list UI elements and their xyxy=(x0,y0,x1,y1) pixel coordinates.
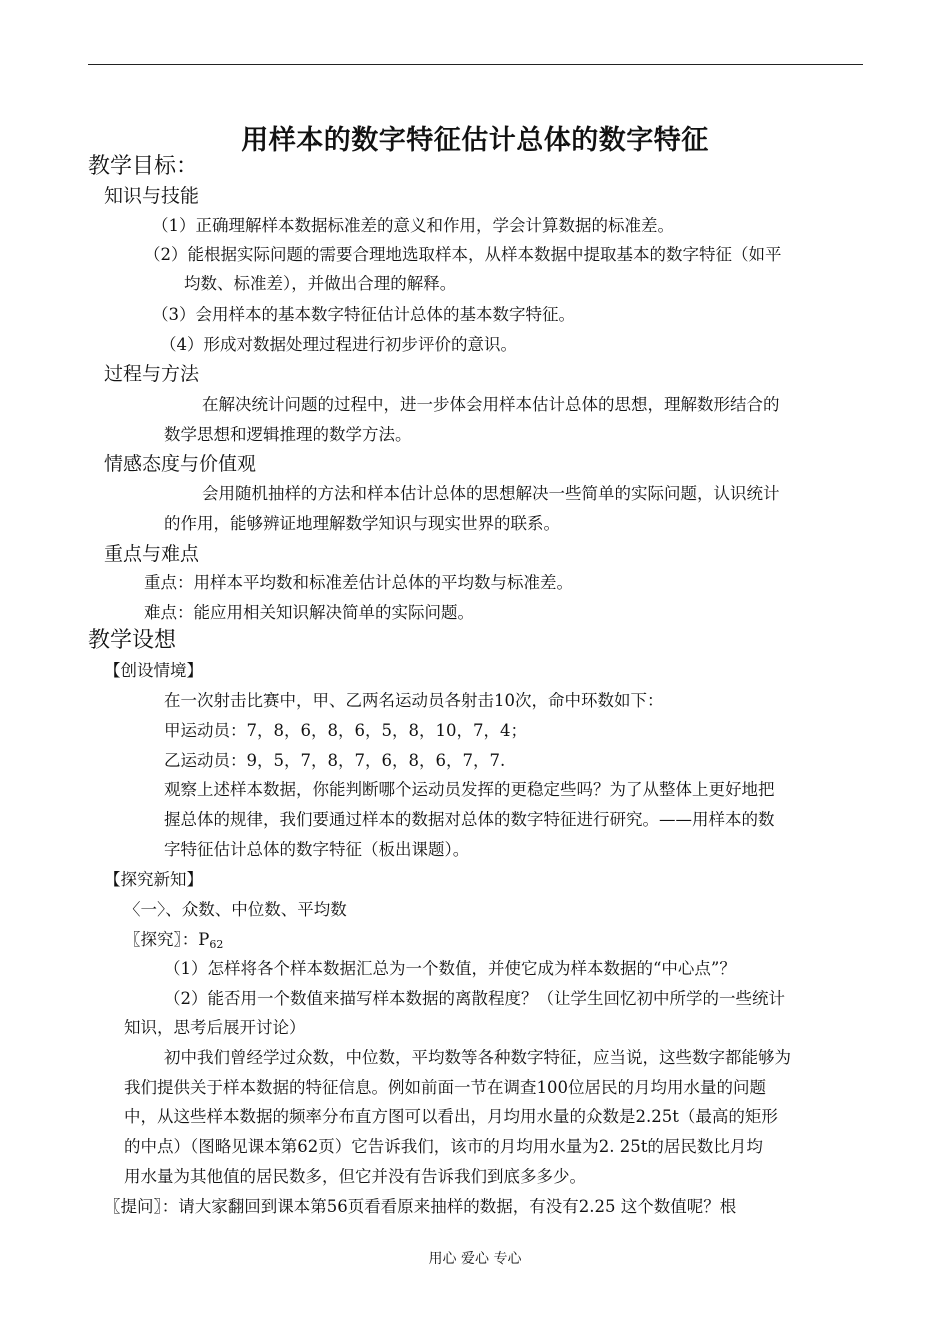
explore-paragraph-3: 中，从这些样本数据的频率分布直方图可以看出，月均用水量的众数是2.25t（最高的矩形 xyxy=(124,1107,778,1126)
explore-question-2: （2）能否用一个数值来描写样本数据的离散程度？（让学生回忆初中所学的一些统计 xyxy=(164,989,785,1008)
process-text: 在解决统计问题的过程中，进一步体会用样本估计总体的思想，理解数形结合的 xyxy=(202,395,780,414)
heading-objectives: 教学目标： xyxy=(88,154,199,179)
explore-label-text: 〖探究〗：P xyxy=(124,930,210,949)
heading-explore: 【探究新知】 xyxy=(104,870,203,889)
explore-subheading: 〈一〉、众数、中位数、平均数 xyxy=(124,900,347,919)
knowledge-item-1: （1）正确理解样本数据标准差的意义和作用，学会计算数据的标准差。 xyxy=(152,216,674,235)
heading-scene: 【创设情境】 xyxy=(104,661,203,680)
header-rule xyxy=(88,64,863,65)
explore-question-2-cont: 知识，思考后展开讨论） xyxy=(124,1018,306,1037)
emotion-text: 会用随机抽样的方法和样本估计总体的思想解决一些简单的实际问题，认识统计 xyxy=(202,484,780,503)
scene-text-1: 在一次射击比赛中，甲、乙两名运动员各射击10次，命中环数如下： xyxy=(164,691,664,710)
explore-page-sub: 62 xyxy=(209,938,224,951)
explore-question-3: 〖提问〗：请大家翻回到课本第56页看看原来抽样的数据，有没有2.25 这个数值呢？根 xyxy=(104,1197,737,1216)
knowledge-item-3: （3）会用样本的基本数字特征估计总体的基本数字特征。 xyxy=(152,305,575,324)
explore-paragraph-5: 用水量为其他值的居民数多，但它并没有告诉我们到底多多少。 xyxy=(124,1167,586,1186)
heading-process: 过程与方法 xyxy=(104,363,200,385)
scene-athlete-b: 乙运动员：9，5，7，8，7，6，8，6，7，7. xyxy=(164,751,506,770)
explore-paragraph-2: 我们提供关于样本数据的特征信息。例如前面一节在调查100位居民的月均用水量的问题 xyxy=(124,1078,766,1097)
heading-emotion: 情感态度与价值观 xyxy=(104,453,257,475)
scene-text-2-end: 字特征估计总体的数字特征（板出课题）。 xyxy=(164,840,470,859)
heading-design: 教学设想 xyxy=(88,628,177,653)
knowledge-item-4: （4）形成对数据处理过程进行初步评价的意识。 xyxy=(160,335,517,354)
explore-paragraph: 初中我们曾经学过众数，中位数，平均数等各种数字特征，应当说，这些数字都能够为 xyxy=(164,1048,791,1067)
key-point: 重点：用样本平均数和标准差估计总体的平均数与标准差。 xyxy=(144,573,573,592)
explore-question-1: （1）怎样将各个样本数据汇总为一个数值，并使它成为样本数据的“中心点”？ xyxy=(164,959,736,978)
page-footer: 用心 爱心 专心 xyxy=(428,1251,522,1267)
heading-keypoints: 重点与难点 xyxy=(104,543,200,565)
page-title: 用样本的数字特征估计总体的数字特征 xyxy=(241,125,709,156)
heading-knowledge: 知识与技能 xyxy=(104,185,200,207)
explore-label xyxy=(124,929,223,956)
process-text-cont: 数学思想和逻辑推理的数学方法。 xyxy=(164,425,412,444)
scene-athlete-a: 甲运动员：7，8，6，8，6，5，8，10，7，4； xyxy=(164,721,527,740)
explore-paragraph-4: 的中点）（图略见课本第62页）它告诉我们，该市的月均用水量为2. 25t的居民数比月均 xyxy=(124,1137,763,1156)
knowledge-item-2: （2）能根据实际问题的需要合理地选取样本，从样本数据中提取基本的数字特征（如平 xyxy=(144,245,782,264)
scene-text-2-cont: 握总体的规律，我们要通过样本的数据对总体的数字特征进行研究。——用样本的数 xyxy=(164,810,775,829)
knowledge-item-2-cont: 均数、标准差），并做出合理的解释。 xyxy=(184,274,457,293)
scene-text-2: 观察上述样本数据，你能判断哪个运动员发挥的更稳定些吗？为了从整体上更好地把 xyxy=(164,780,775,799)
difficult-point: 难点：能应用相关知识解决简单的实际问题。 xyxy=(144,603,474,622)
emotion-text-cont: 的作用，能够辨证地理解数学知识与现实世界的联系。 xyxy=(164,514,560,533)
